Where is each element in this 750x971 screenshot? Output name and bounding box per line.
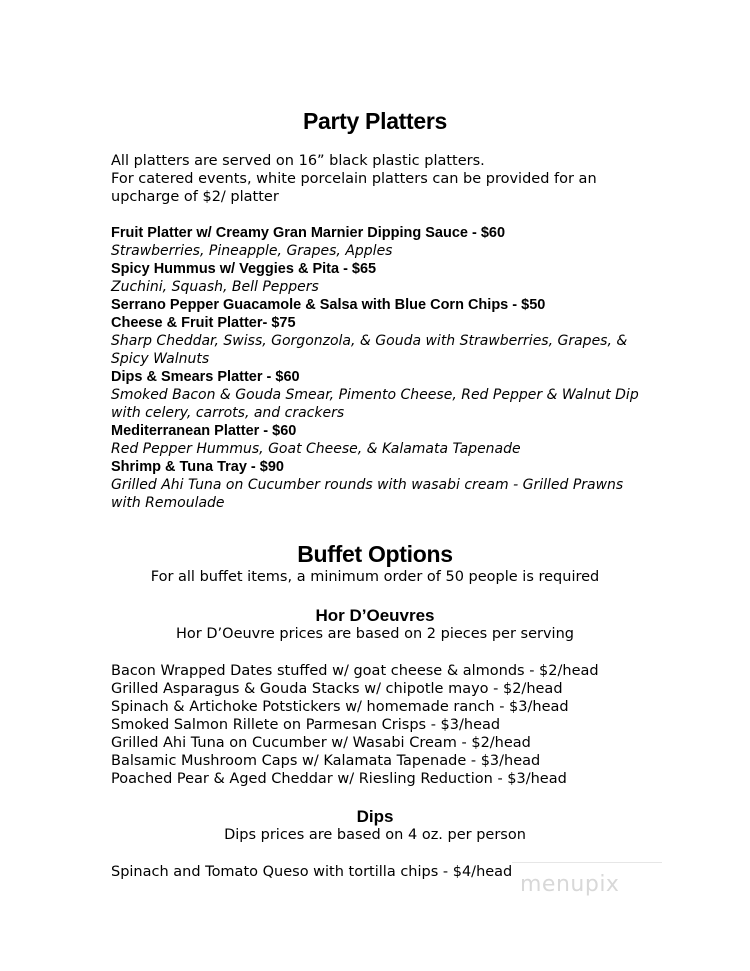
buffet-options-title: Buffet Options [297, 541, 453, 567]
watermark-logo: menupix [520, 872, 620, 897]
platter-desc: Smoked Bacon & Gouda Smear, Pimento Cheese, Red Pepper & Walnut Dip with celery, carrots, and crackers [111, 387, 639, 421]
list-item: Smoked Salmon Rillete on Parmesan Crisps - $3/head [111, 717, 501, 733]
platter-desc: Sharp Cheddar, Swiss, Gorgonzola, & Gouda with Strawberries, Grapes, & Spicy Walnuts [111, 333, 628, 367]
party-platters-title: Party Platters [302, 108, 448, 134]
platter-name: Dips & Smears Platter - $60 [111, 369, 300, 385]
platter-desc: Zuchini, Squash, Bell Peppers [111, 279, 319, 295]
list-item: Grilled Ahi Tuna on Cucumber w/ Wasabi Cream - $2/head [111, 735, 531, 751]
dips-note: Dips prices are based on 4 oz. per person [224, 827, 526, 843]
list-item: Balsamic Mushroom Caps w/ Kalamata Tapenade - $3/head [111, 753, 541, 769]
hors-note: Hor D’Oeuvre prices are based on 2 pieces per serving [176, 626, 574, 642]
platter-name: Mediterranean Platter - $60 [111, 423, 297, 439]
platter-name: Spicy Hummus w/ Veggies & Pita - $65 [111, 261, 377, 277]
platter-name: Fruit Platter w/ Creamy Gran Marnier Dipping Sauce - $60 [111, 225, 506, 241]
platter-name: Serrano Pepper Guacamole & Salsa with Blue Corn Chips - $50 [111, 297, 546, 313]
list-item: Spinach and Tomato Queso with tortilla chips - $4/head [111, 864, 513, 880]
hors-title: Hor D’Oeuvres [315, 606, 435, 625]
platter-name: Cheese & Fruit Platter- $75 [111, 315, 296, 331]
buffet-note: For all buffet items, a minimum order of 50 people is required [150, 569, 600, 585]
platter-desc: Grilled Ahi Tuna on Cucumber rounds with wasabi cream - Grilled Prawns with Remoulade [111, 477, 624, 511]
platter-list [111, 224, 651, 512]
list-item: Spinach & Artichoke Potstickers w/ homemade ranch - $3/head [111, 699, 569, 715]
watermark-divider [512, 862, 662, 863]
party-intro [111, 152, 651, 206]
dips-title: Dips [356, 807, 394, 826]
platter-desc: Red Pepper Hummus, Goat Cheese, & Kalamata Tapenade [111, 441, 521, 457]
intro-line: All platters are served on 16” black plastic platters. [111, 153, 485, 169]
list-item: Poached Pear & Aged Cheddar w/ Riesling Reduction - $3/head [111, 771, 567, 787]
list-item: Grilled Asparagus & Gouda Stacks w/ chipotle mayo - $2/head [111, 681, 563, 697]
platter-name: Shrimp & Tuna Tray - $90 [111, 459, 284, 475]
hors-list [111, 662, 651, 788]
intro-line: For catered events, white porcelain platters can be provided for an upcharge of $2/ platter [111, 171, 597, 205]
platter-desc: Strawberries, Pineapple, Grapes, Apples [111, 243, 393, 259]
list-item: Bacon Wrapped Dates stuffed w/ goat cheese & almonds - $2/head [111, 663, 599, 679]
menupix-watermark [512, 860, 662, 910]
